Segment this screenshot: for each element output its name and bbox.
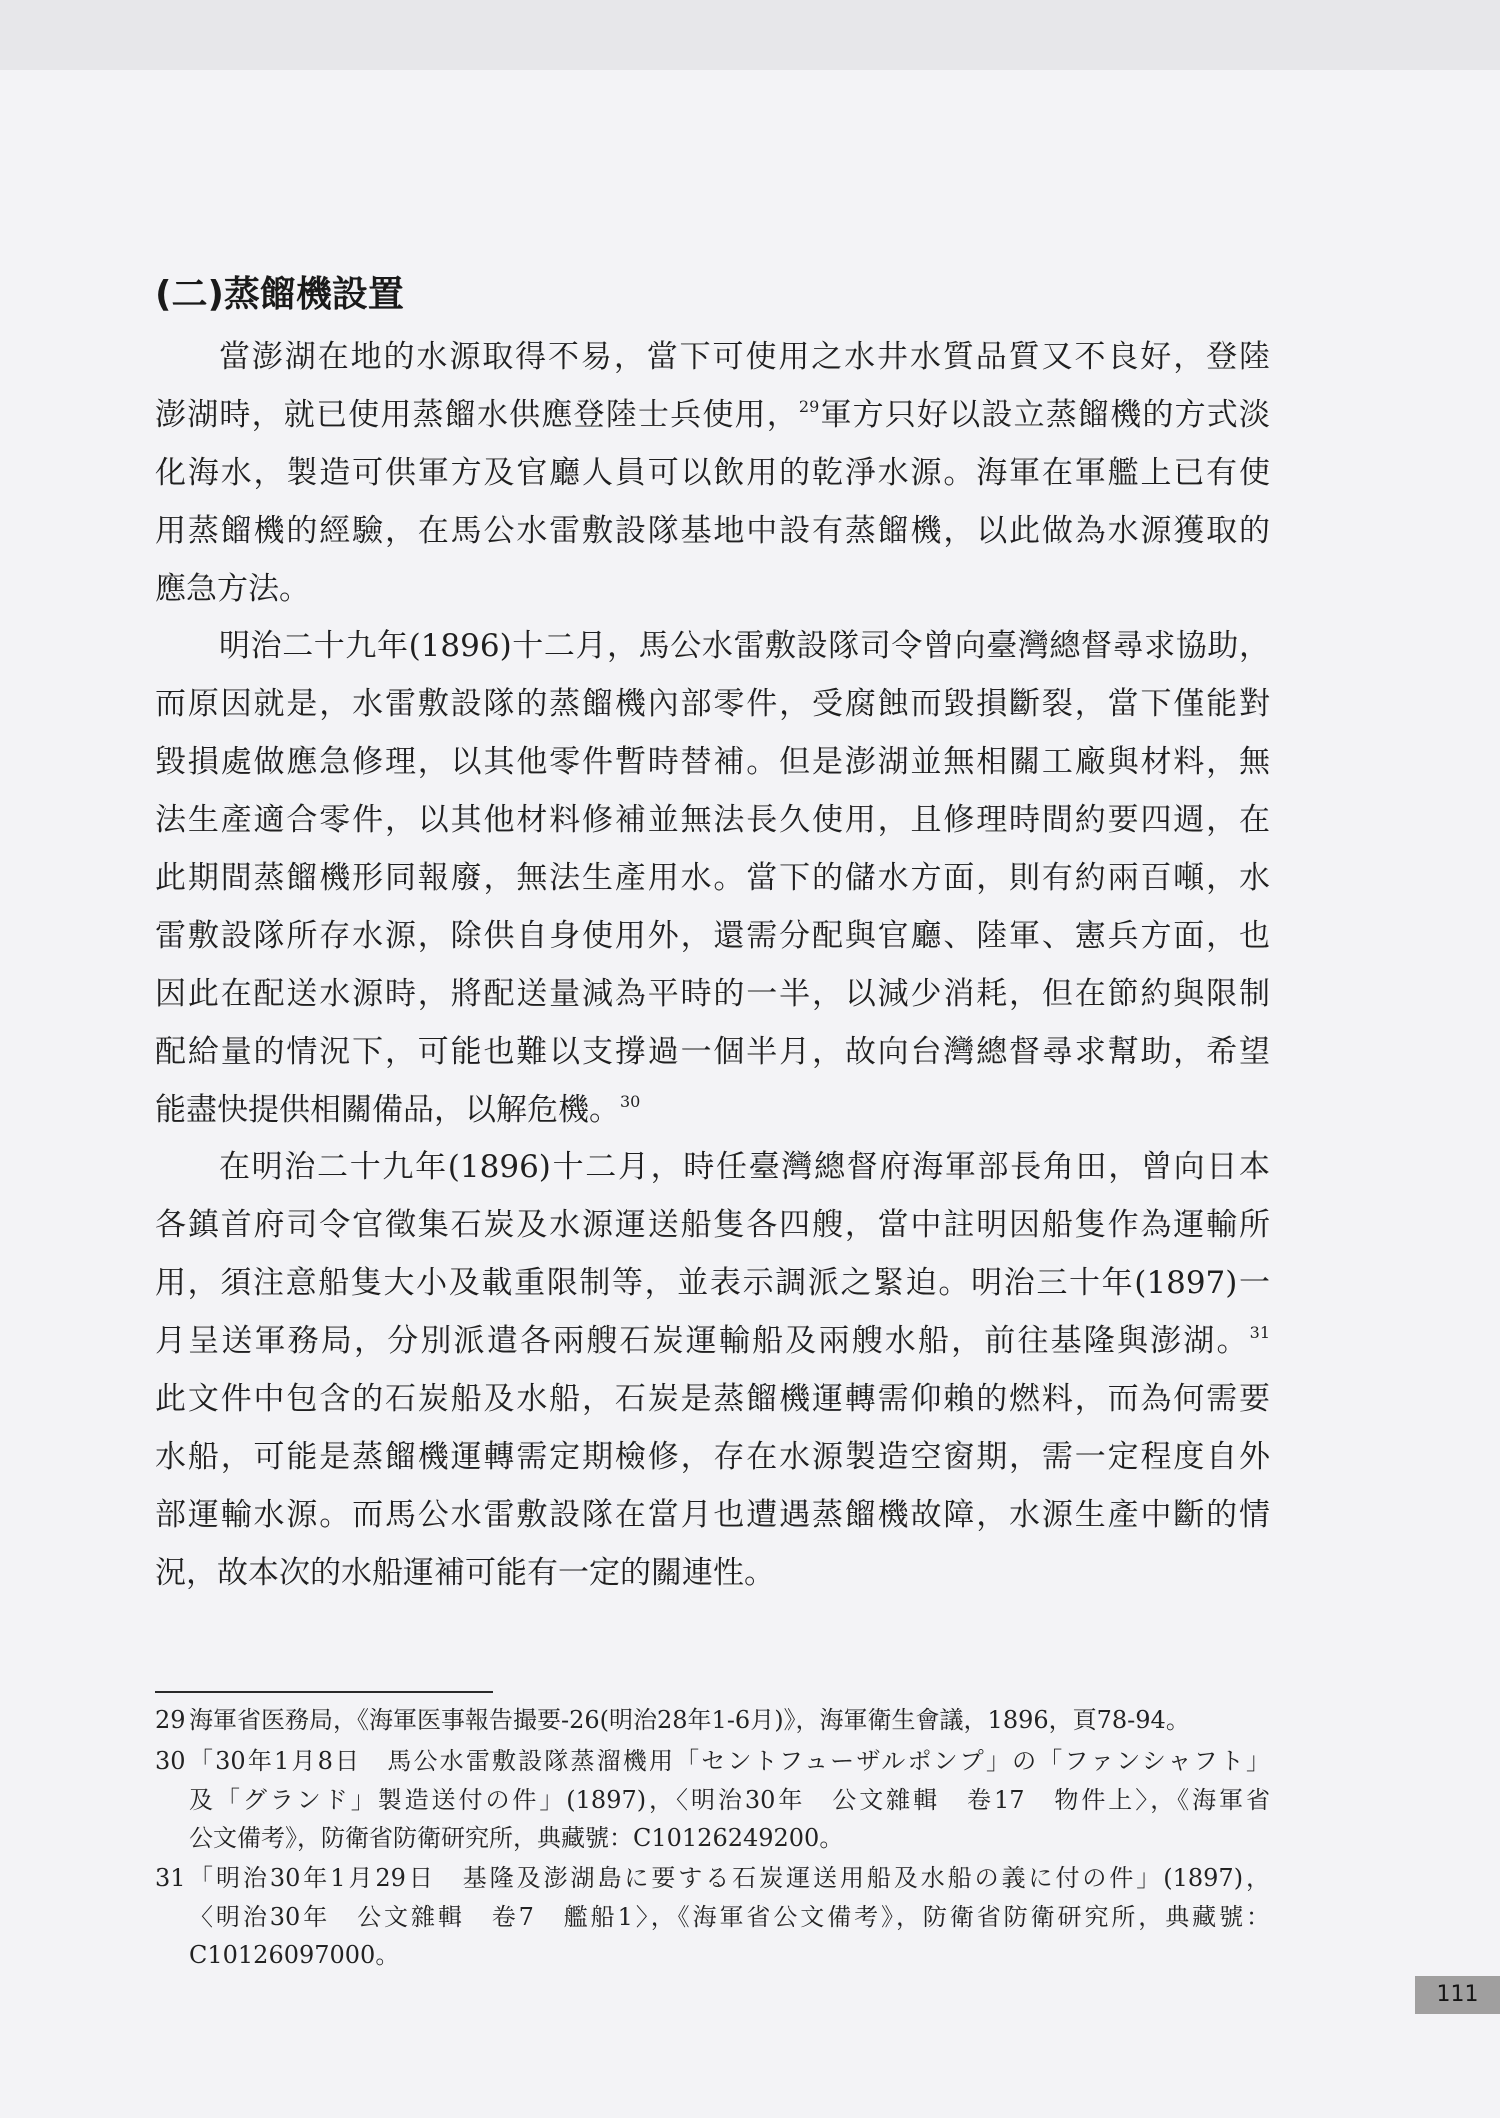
footnote-line: 海軍省医務局，《海軍医事報告撮要-26(明治28年1-6月)》，海軍衛生會議，1896，頁78-94。 [189,1706,1190,1734]
body-line [155,1313,1270,1371]
footnote-text [189,1701,1270,1740]
line-text: 毀損處做應急修理，以其他零件暫時替補。但是澎湖並無相關工廠與材料，無 [155,744,1270,781]
line-text: 此文件中包含的石炭船及水船，石炭是蒸餾機運轉需仰賴的燃料，而為何需要 [155,1381,1270,1418]
body-line [155,676,1270,734]
footnote-number: 30 [155,1747,186,1775]
body-paragraph [155,618,1270,1139]
line-text: 況，故本次的水船運補可能有一定的關連性。 [155,1554,775,1591]
body-line [155,792,1270,850]
line-text: 澎湖時，就已使用蒸餾水供應登陸士兵使用， [155,396,799,433]
footnote [155,1701,1270,1740]
body-line [155,1545,1270,1603]
body-line [155,1255,1270,1313]
body-line [155,387,1270,445]
line-text: 明治二十九年(1896)十二月，馬公水雷敷設隊司令曾向臺灣總督尋求協助， [219,628,1270,665]
line-text: 因此在配送水源時，將配送量減為平時的一半，以減少消耗，但在節約與限制 [155,975,1270,1012]
line-text: 法生產適合零件，以其他材料修補並無法長久使用，且修理時間約要四週，在 [155,802,1270,839]
body-line [155,503,1270,561]
body-line [155,966,1270,1024]
line-text: 當澎湖在地的水源取得不易，當下可使用之水井水質品質又不良好，登陸 [219,339,1270,375]
line-text: 應急方法。 [155,570,310,607]
footnote-line: 公文備考》，防衛省防衛研究所，典藏號：C10126249200。 [189,1824,844,1853]
line-text: 在明治二十九年(1896)十二月，時任臺灣總督府海軍部長角田，曾向日本 [219,1149,1270,1186]
body-line [155,1082,1270,1140]
line-text: 軍方只好以設立蒸餾機的方式淡 [819,396,1270,433]
footnote-text [189,1742,1270,1858]
line-text: 各鎮首府司令官徵集石炭及水源運送船隻各四艘，當中註明因船隻作為運輸所 [155,1207,1270,1244]
line-text: 用，須注意船隻大小及載重限制等，並表示調派之緊迫。明治三十年(1897)一 [155,1265,1270,1302]
footnote-separator [155,1691,493,1693]
body-line [155,329,1270,387]
body-line [155,1139,1270,1197]
body-line [155,1197,1270,1255]
footnote-number: 29 [155,1706,186,1734]
line-text: 此期間蒸餾機形同報廢，無法生產用水。當下的儲水方面，則有約兩百噸，水 [155,860,1270,897]
body-line [155,1487,1270,1545]
line-text: 化海水，製造可供軍方及官廳人員可以飲用的乾淨水源。海軍在軍艦上已有使 [155,454,1270,491]
body-text [155,329,1270,1603]
footnote-text [189,1859,1270,1975]
footnote-reference: 30 [620,1091,641,1111]
body-paragraph [155,1139,1270,1602]
body-line [155,908,1270,966]
line-text: 水船，可能是蒸餾機運轉需定期檢修，存在水源製造空窗期，需一定程度自外 [155,1438,1270,1475]
line-text: 而原因就是，水雷敷設隊的蒸餾機內部零件，受腐蝕而毀損斷裂，當下僅能對 [155,686,1270,723]
section-heading: (二)蒸餾機設置 [155,274,404,315]
footnote-line: 及「グランド」製造送付の件」(1897)，〈明治30年 公文雜輯 卷17 物件上〉，《海軍省 [189,1785,1270,1814]
line-text: 能盡快提供相關備品，以解危機。 [155,1091,620,1128]
line-text: 月呈送軍務局，分別派遣各兩艘石炭運輸船及兩艘水船，前往基隆與澎湖。 [155,1323,1250,1360]
body-line [155,1371,1270,1429]
footnote-line: 〈明治30年 公文雜輯 卷7 艦船1〉，《海軍省公文備考》，防衛省防衛研究所，典藏號： [189,1902,1270,1931]
line-text: 用蒸餾機的經驗，在馬公水雷敷設隊基地中設有蒸餾機，以此做為水源獲取的 [155,512,1270,549]
line-text: 配給量的情況下，可能也難以支撐過一個半月，故向台灣總督尋求幫助，希望 [155,1033,1270,1070]
footnote-line: 「30年1月8日 馬公水雷敷設隊蒸溜機用「セントフューザルポンプ」の「ファンシャフト」 [189,1747,1270,1775]
footnote-reference: 31 [1249,1323,1270,1343]
line-text: 部運輸水源。而馬公水雷敷設隊在當月也遭遇蒸餾機故障，水源生產中斷的情 [155,1496,1270,1533]
body-line [155,445,1270,503]
body-line [155,734,1270,792]
page-number: 111 [1415,1976,1500,2014]
footnote-number: 31 [155,1864,186,1892]
footnote [155,1742,1270,1858]
line-text: 雷敷設隊所存水源，除供自身使用外，還需分配與官廳、陸軍、憲兵方面，也 [155,917,1270,954]
footnote-line: C10126097000。 [189,1941,400,1970]
body-line [155,1024,1270,1082]
body-paragraph [155,329,1270,618]
body-line [155,561,1270,619]
footnote [155,1859,1270,1975]
body-line [155,618,1270,676]
footnote-line: 「明治30年1月29日 基隆及澎湖島に要する石炭運送用船及水船の義に付の件」(1897)， [189,1864,1270,1892]
footnote-reference: 29 [798,396,820,416]
body-line [155,1429,1270,1487]
body-line [155,850,1270,908]
scan-top-margin [0,0,1500,70]
